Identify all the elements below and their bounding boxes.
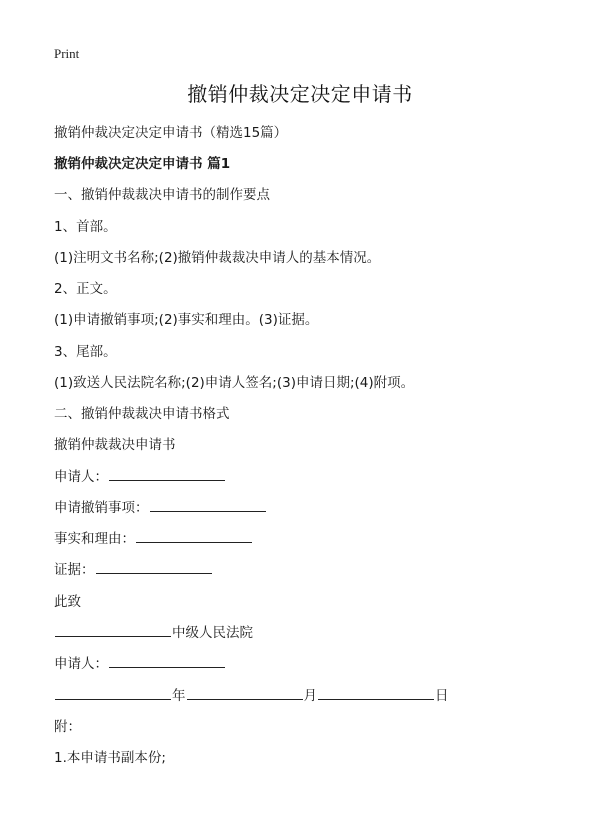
document-title: 撤销仲裁决定决定申请书 <box>187 82 413 106</box>
item-tail-detail: (1)致送人民法院名称;(2)申请人签名;(3)申请日期;(4)附项。 <box>54 375 415 391</box>
item-header-part: 1、首部。 <box>54 219 117 235</box>
facts-blank <box>136 529 252 543</box>
court-name-blank <box>55 623 171 637</box>
applicant-label: 申请人： <box>54 469 108 485</box>
document-subtitle: 撤销仲裁决定决定申请书（精选15篇） <box>54 125 288 141</box>
heading-production-points: 一、撤销仲裁裁决申请书的制作要点 <box>54 187 270 203</box>
revoke-items-row <box>54 496 267 516</box>
applicant-row <box>54 465 226 485</box>
applicant-signature-row <box>54 652 226 672</box>
day-label: 日 <box>435 688 449 704</box>
day-blank <box>318 686 434 700</box>
attachment-item: 1.本申请书副本份; <box>54 750 166 766</box>
item-header-detail: (1)注明文书名称;(2)撤销仲裁裁决申请人的基本情况。 <box>54 250 381 266</box>
revoke-items-label: 申请撤销事项： <box>54 500 149 516</box>
date-row <box>54 684 449 704</box>
form-title: 撤销仲裁裁决申请书 <box>54 437 176 453</box>
print-link[interactable]: Print <box>54 46 80 61</box>
evidence-label: 证据： <box>54 562 95 578</box>
month-blank <box>187 686 303 700</box>
heading-format: 二、撤销仲裁裁决申请书格式 <box>54 406 230 422</box>
to-label: 此致 <box>54 594 81 610</box>
item-tail-part: 3、尾部。 <box>54 344 117 360</box>
applicant-blank <box>109 467 225 481</box>
year-label: 年 <box>172 688 186 704</box>
facts-row <box>54 527 253 547</box>
revoke-items-blank <box>150 498 266 512</box>
court-row <box>54 621 253 641</box>
attachment-label: 附： <box>54 719 81 735</box>
month-label: 月 <box>303 688 317 704</box>
facts-label: 事实和理由： <box>54 531 135 547</box>
applicant-signature-label: 申请人： <box>54 656 108 672</box>
section-heading: 撤销仲裁决定决定申请书 篇1 <box>54 156 231 172</box>
court-label: 中级人民法院 <box>172 625 253 641</box>
item-body-part: 2、正文。 <box>54 281 117 297</box>
year-blank <box>55 686 171 700</box>
item-body-detail: (1)申请撤销事项;(2)事实和理由。(3)证据。 <box>54 312 319 328</box>
applicant-signature-blank <box>109 654 225 668</box>
evidence-blank <box>96 560 212 574</box>
evidence-row <box>54 558 213 578</box>
